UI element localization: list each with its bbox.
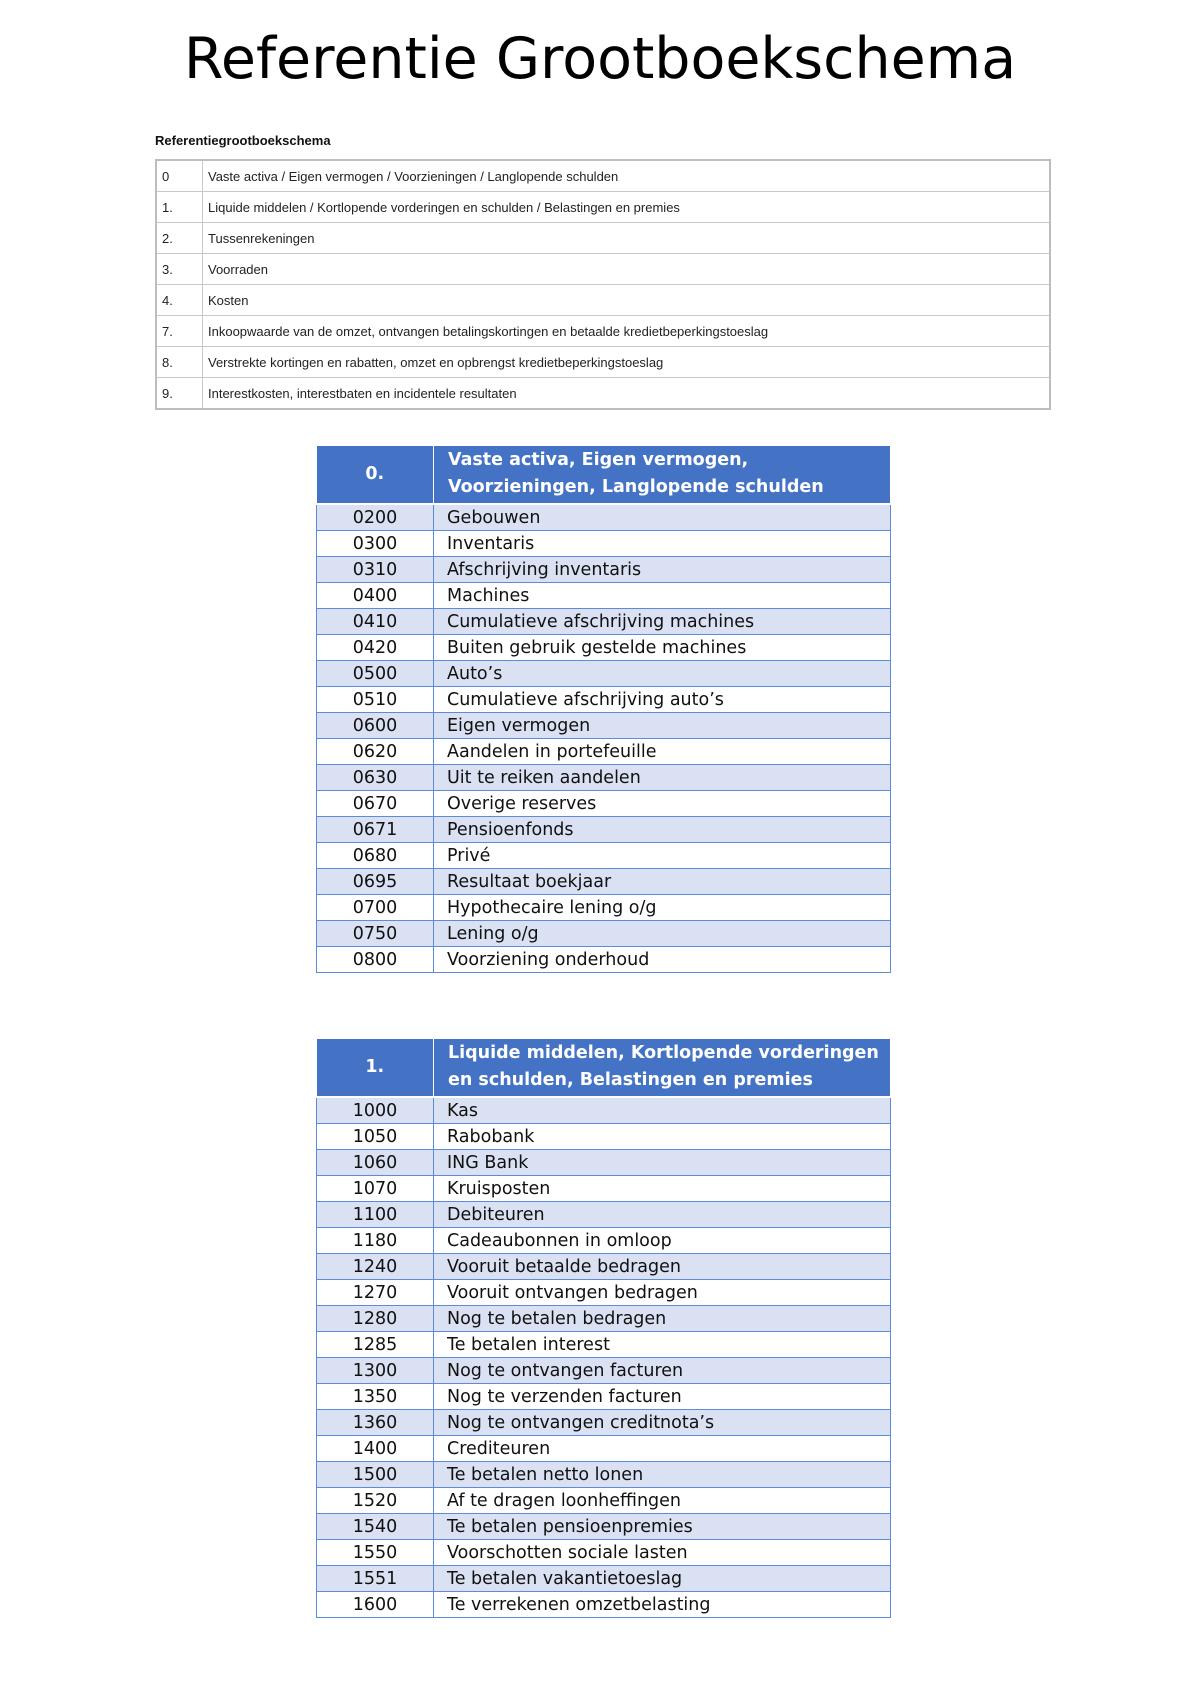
group-header-row <box>317 446 891 504</box>
account-code: 1350 <box>317 1384 434 1410</box>
account-row <box>317 1540 891 1566</box>
overview-table <box>155 159 1051 410</box>
account-code: 0630 <box>317 765 434 791</box>
account-row <box>317 687 891 713</box>
account-row <box>317 1436 891 1462</box>
account-code: 1060 <box>317 1150 434 1176</box>
account-name: Machines <box>434 583 891 609</box>
account-name: Vooruit ontvangen bedragen <box>434 1280 891 1306</box>
account-code: 1280 <box>317 1306 434 1332</box>
account-name: Kruisposten <box>434 1176 891 1202</box>
account-row <box>317 1306 891 1332</box>
account-name: Privé <box>434 843 891 869</box>
account-code: 1000 <box>317 1097 434 1124</box>
account-name: Te betalen netto lonen <box>434 1462 891 1488</box>
group-title: Vaste activa, Eigen vermogen, Voorzieningen, Langlopende schulden <box>434 446 891 504</box>
account-code: 1360 <box>317 1410 434 1436</box>
account-table-group-0 <box>316 446 891 973</box>
account-code: 0410 <box>317 609 434 635</box>
account-code: 1600 <box>317 1592 434 1618</box>
account-code: 0200 <box>317 504 434 531</box>
account-code: 1100 <box>317 1202 434 1228</box>
account-row <box>317 713 891 739</box>
account-name: Inventaris <box>434 531 891 557</box>
overview-text: Kosten <box>203 285 1051 316</box>
account-code: 0750 <box>317 921 434 947</box>
overview-number: 0 <box>156 160 203 192</box>
account-code: 1180 <box>317 1228 434 1254</box>
overview-text: Liquide middelen / Kortlopende vorderingen en schulden / Belastingen en premies <box>203 192 1051 223</box>
account-name: Af te dragen loonheffingen <box>434 1488 891 1514</box>
account-code: 0670 <box>317 791 434 817</box>
account-row <box>317 661 891 687</box>
account-row <box>317 739 891 765</box>
overview-text: Verstrekte kortingen en rabatten, omzet en opbrengst kredietbeperkingstoeslag <box>203 347 1051 378</box>
account-code: 0695 <box>317 869 434 895</box>
account-name: Debiteuren <box>434 1202 891 1228</box>
account-row <box>317 531 891 557</box>
account-row <box>317 1280 891 1306</box>
account-name: Uit te reiken aandelen <box>434 765 891 791</box>
account-name: Overige reserves <box>434 791 891 817</box>
overview-row <box>156 285 1050 316</box>
account-name: Auto’s <box>434 661 891 687</box>
account-code: 1270 <box>317 1280 434 1306</box>
account-name: Hypothecaire lening o/g <box>434 895 891 921</box>
account-row <box>317 1176 891 1202</box>
account-code: 1050 <box>317 1124 434 1150</box>
account-name: Pensioenfonds <box>434 817 891 843</box>
account-row <box>317 504 891 531</box>
account-table-group-1 <box>316 1039 891 1618</box>
overview-row <box>156 254 1050 285</box>
account-name: Te verrekenen omzetbelasting <box>434 1592 891 1618</box>
account-name: Cadeaubonnen in omloop <box>434 1228 891 1254</box>
account-name: Te betalen vakantietoeslag <box>434 1566 891 1592</box>
account-name: Nog te verzenden facturen <box>434 1384 891 1410</box>
account-row <box>317 1566 891 1592</box>
overview-row <box>156 378 1050 410</box>
overview-text: Tussenrekeningen <box>203 223 1051 254</box>
group-code: 1. <box>317 1039 434 1097</box>
account-row <box>317 1202 891 1228</box>
overview-row <box>156 347 1050 378</box>
account-name: Te betalen interest <box>434 1332 891 1358</box>
account-name: Afschrijving inventaris <box>434 557 891 583</box>
account-name: Aandelen in portefeuille <box>434 739 891 765</box>
account-name: Voorschotten sociale lasten <box>434 1540 891 1566</box>
account-code: 0600 <box>317 713 434 739</box>
account-code: 0620 <box>317 739 434 765</box>
overview-number: 3. <box>156 254 203 285</box>
account-name: Lening o/g <box>434 921 891 947</box>
overview-text: Voorraden <box>203 254 1051 285</box>
overview-number: 9. <box>156 378 203 410</box>
account-name: Nog te ontvangen facturen <box>434 1358 891 1384</box>
account-row <box>317 921 891 947</box>
page-title: Referentie Grootboekschema <box>183 26 1017 92</box>
account-name: Buiten gebruik gestelde machines <box>434 635 891 661</box>
account-rows <box>317 504 891 973</box>
account-row <box>317 895 891 921</box>
account-row <box>317 1228 891 1254</box>
account-code: 1300 <box>317 1358 434 1384</box>
account-code: 0420 <box>317 635 434 661</box>
account-row <box>317 765 891 791</box>
account-code: 1550 <box>317 1540 434 1566</box>
account-row <box>317 1462 891 1488</box>
account-name: Nog te betalen bedragen <box>434 1306 891 1332</box>
account-code: 1400 <box>317 1436 434 1462</box>
overview-text: Vaste activa / Eigen vermogen / Voorzieningen / Langlopende schulden <box>203 160 1051 192</box>
account-row <box>317 869 891 895</box>
account-code: 1551 <box>317 1566 434 1592</box>
account-name: ING Bank <box>434 1150 891 1176</box>
account-code: 1540 <box>317 1514 434 1540</box>
account-code: 0310 <box>317 557 434 583</box>
account-name: Voorziening onderhoud <box>434 947 891 973</box>
account-row <box>317 1488 891 1514</box>
account-code: 1520 <box>317 1488 434 1514</box>
account-name: Cumulatieve afschrijving auto’s <box>434 687 891 713</box>
account-row <box>317 817 891 843</box>
account-code: 1070 <box>317 1176 434 1202</box>
account-row <box>317 583 891 609</box>
account-row <box>317 1592 891 1618</box>
account-name: Cumulatieve afschrijving machines <box>434 609 891 635</box>
overview-number: 7. <box>156 316 203 347</box>
account-name: Vooruit betaalde bedragen <box>434 1254 891 1280</box>
account-code: 0800 <box>317 947 434 973</box>
overview-row <box>156 160 1050 192</box>
account-name: Kas <box>434 1097 891 1124</box>
account-code: 0700 <box>317 895 434 921</box>
account-name: Rabobank <box>434 1124 891 1150</box>
account-row <box>317 1358 891 1384</box>
group-title: Liquide middelen, Kortlopende vorderingen en schulden, Belastingen en premies <box>434 1039 891 1097</box>
account-row <box>317 947 891 973</box>
group-header-row <box>317 1039 891 1097</box>
account-name: Eigen vermogen <box>434 713 891 739</box>
account-row <box>317 791 891 817</box>
account-name: Resultaat boekjaar <box>434 869 891 895</box>
account-row <box>317 1150 891 1176</box>
account-name: Nog te ontvangen creditnota’s <box>434 1410 891 1436</box>
overview-text: Interestkosten, interestbaten en incidentele resultaten <box>203 378 1051 410</box>
account-code: 1240 <box>317 1254 434 1280</box>
overview-text: Inkoopwaarde van de omzet, ontvangen betalingskortingen en betaalde kredietbeperkingstoeslag <box>203 316 1051 347</box>
account-row <box>317 1124 891 1150</box>
account-name: Crediteuren <box>434 1436 891 1462</box>
account-name: Te betalen pensioenpremies <box>434 1514 891 1540</box>
overview-number: 4. <box>156 285 203 316</box>
overview-number: 8. <box>156 347 203 378</box>
account-code: 1285 <box>317 1332 434 1358</box>
overview-number: 1. <box>156 192 203 223</box>
account-code: 0500 <box>317 661 434 687</box>
group-code: 0. <box>317 446 434 504</box>
account-row <box>317 1097 891 1124</box>
overview-row <box>156 192 1050 223</box>
account-row <box>317 635 891 661</box>
account-row <box>317 1384 891 1410</box>
account-row <box>317 1410 891 1436</box>
overview-number: 2. <box>156 223 203 254</box>
account-row <box>317 1514 891 1540</box>
account-code: 1500 <box>317 1462 434 1488</box>
account-row <box>317 1332 891 1358</box>
overview-row <box>156 223 1050 254</box>
account-row <box>317 843 891 869</box>
account-name: Gebouwen <box>434 504 891 531</box>
account-row <box>317 557 891 583</box>
account-code: 0680 <box>317 843 434 869</box>
account-code: 0671 <box>317 817 434 843</box>
overview-row <box>156 316 1050 347</box>
overview-heading: Referentiegrootboekschema <box>155 133 331 148</box>
account-code: 0510 <box>317 687 434 713</box>
account-code: 0300 <box>317 531 434 557</box>
account-row <box>317 609 891 635</box>
account-code: 0400 <box>317 583 434 609</box>
account-rows <box>317 1097 891 1618</box>
account-row <box>317 1254 891 1280</box>
